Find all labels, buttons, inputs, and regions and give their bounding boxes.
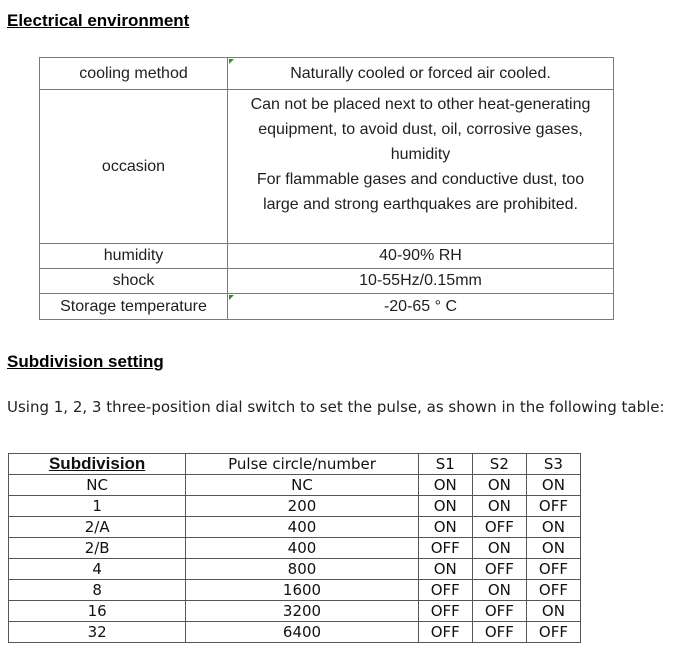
table-row: [40, 294, 614, 320]
table-row: [9, 601, 581, 622]
row-value: -20-65 ° C: [228, 294, 614, 320]
table-cell: OFF: [418, 538, 472, 559]
table-cell: OFF: [526, 622, 580, 643]
row-value: Naturally cooled or forced air cooled.: [228, 58, 614, 90]
table-cell: 1600: [186, 580, 418, 601]
table-cell: 200: [186, 496, 418, 517]
electrical-environment-heading: Electrical environment: [7, 11, 190, 30]
table-cell: OFF: [472, 622, 526, 643]
table-row: [9, 496, 581, 517]
subdivision-setting-heading: Subdivision setting: [7, 352, 164, 371]
table-row: [9, 475, 581, 496]
row-value: 40-90% RH: [228, 244, 614, 269]
subdivision-table: [8, 453, 581, 643]
table-cell: 8: [9, 580, 186, 601]
table-cell: OFF: [472, 559, 526, 580]
table-cell: ON: [418, 559, 472, 580]
table-cell: ON: [526, 475, 580, 496]
table-cell: 4: [9, 559, 186, 580]
table-cell: ON: [472, 496, 526, 517]
table-cell: OFF: [472, 601, 526, 622]
row-value: Can not be placed next to other heat-generating equipment, to avoid dust, oil, corrosive gases, humidity For flammable gases and conductive dust, too large and strong earthquakes are prohibited.: [228, 90, 614, 244]
table-row: [9, 559, 581, 580]
table-cell: ON: [472, 580, 526, 601]
row-value: 10-55Hz/0.15mm: [228, 269, 614, 294]
row-label: humidity: [40, 244, 228, 269]
table-cell: OFF: [418, 622, 472, 643]
column-header-s3: S3: [526, 454, 580, 475]
table-cell: 2/A: [9, 517, 186, 538]
table-row: [9, 622, 581, 643]
table-cell: OFF: [526, 559, 580, 580]
table-cell: 1: [9, 496, 186, 517]
row-label: Storage temperature: [40, 294, 228, 320]
table-header-row: [9, 454, 581, 475]
table-cell: ON: [472, 538, 526, 559]
table-cell: ON: [526, 517, 580, 538]
column-header-s1: S1: [418, 454, 472, 475]
table-cell: 2/B: [9, 538, 186, 559]
table-row: [40, 90, 614, 244]
table-cell: OFF: [418, 580, 472, 601]
table-cell: 16: [9, 601, 186, 622]
table-cell: NC: [186, 475, 418, 496]
table-cell: ON: [418, 496, 472, 517]
table-cell: ON: [418, 475, 472, 496]
subdivision-intro-text: Using 1, 2, 3 three-position dial switch to set the pulse, as shown in the following table:: [7, 398, 665, 416]
table-cell: 32: [9, 622, 186, 643]
table-row: [40, 269, 614, 294]
table-cell: OFF: [526, 496, 580, 517]
table-row: [40, 58, 614, 90]
table-cell: ON: [526, 601, 580, 622]
table-row: [9, 517, 581, 538]
row-label: shock: [40, 269, 228, 294]
table-cell: OFF: [472, 517, 526, 538]
table-cell: 6400: [186, 622, 418, 643]
electrical-environment-table: [39, 57, 614, 320]
table-cell: 800: [186, 559, 418, 580]
table-cell: 3200: [186, 601, 418, 622]
table-cell: NC: [9, 475, 186, 496]
column-header-subdivision: Subdivision: [9, 454, 186, 475]
table-row: [9, 538, 581, 559]
column-header-s2: S2: [472, 454, 526, 475]
table-cell: OFF: [418, 601, 472, 622]
table-cell: ON: [418, 517, 472, 538]
table-cell: 400: [186, 517, 418, 538]
column-header-pulse: Pulse circle/number: [186, 454, 418, 475]
row-label: occasion: [40, 90, 228, 244]
table-cell: ON: [472, 475, 526, 496]
row-label: cooling method: [40, 58, 228, 90]
table-row: [40, 244, 614, 269]
table-row: [9, 580, 581, 601]
table-cell: ON: [526, 538, 580, 559]
table-cell: OFF: [526, 580, 580, 601]
table-cell: 400: [186, 538, 418, 559]
